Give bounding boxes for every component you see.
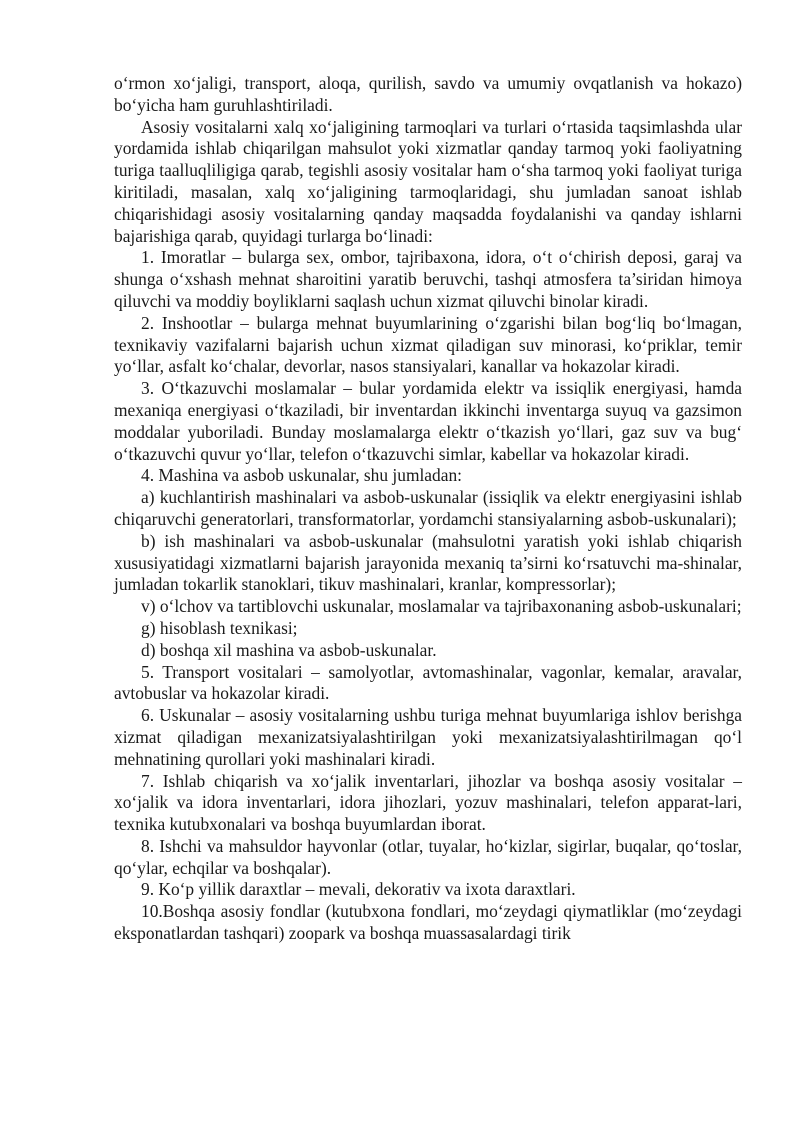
list-item-5-transport: 5. Transport vositalari – samolyotlar, avtomashinalar, vagonlar, kemalar, aravalar, avtobuslar va hokazolar kiradi. <box>114 661 742 704</box>
list-item-1-buildings: 1. Imoratlar – bularga sex, ombor, tajribaxona, idora, o‘t o‘chirish deposi, garaj va shunga o‘xshash mehnat sharoitini yaratib beruvchi, tashqi atmosfera ta’siridan himoya qiluvchi va moddiy boyliklarni saqlash uchun xizmat qiluvchi binolar kiradi. <box>114 247 742 311</box>
sub-item-v: v) o‘lchov va tartiblovchi uskunalar, moslamalar va tajribaxonaning asbob-uskunalari; <box>141 596 742 617</box>
paragraph-intro: Asosiy vositalarni xalq xo‘jaligining tarmoqlari va turlari o‘rtasida taqsimlashda ular yordamida ishlab chiqarilgan mahsulot yoki xizmatlar qanday tarmoq yoki faoliyatning turiga taalluqliligiga qarab, tegishli asosiy vositalar ham o‘sha tarmoq yoki faoliyat turiga kiritiladi, masalan, xalq xo‘jaligining tarmoqlaridagi, shu jumladan sanoat ishlab chiqarishidagi asosiy vositalarning qanday maqsadda foydalanishi va qanday ishlarni bajarishiga qarab, quyidagi turlarga bo‘linadi: <box>114 116 742 246</box>
list-item-6-equipment: 6. Uskunalar – asosiy vositalarning ushbu turiga mehnat buyumlariga ishlov berishga xizmat qiladigan mexanizatsiyalashtirilgan yoki mexanizatsiyalashtirilmagan qo‘l mehnatining qurollari yoki mashinalari kiradi. <box>114 705 742 769</box>
list-item-8-animals: 8. Ishchi va mahsuldor hayvonlar (otlar, tuyalar, ho‘kizlar, sigirlar, buqalar, qo‘toslar, qo‘ylar, echqilar va boshqalar). <box>114 835 742 878</box>
list-item-9-trees: 9. Ko‘p yillik daraxtlar – mevali, dekorativ va ixota daraxtlari. <box>141 879 576 900</box>
list-item-4-machinery: 4. Mashina va asbob uskunalar, shu jumladan: <box>141 465 462 486</box>
list-item-10-other: 10.Boshqa asosiy fondlar (kutubxona fondlari, mo‘zeydagi qiymatliklar (mo‘zeydagi eksponatlardan tashqari) zoopark va boshqa muassasalardagi tirik <box>114 901 742 944</box>
list-item-7-inventory: 7. Ishlab chiqarish va xo‘jalik inventarlari, jihozlar va boshqa asosiy vositalar – xo‘jalik va idora inventarlari, idora jihozlari, yozuv mashinalari, telefon apparat-lari, texnika kutubxonalari va boshqa buyumlardan iborat. <box>114 770 742 835</box>
sub-item-b: b) ish mashinalari va asbob-uskunalar (mahsulotni yaratish yoki ishlab chiqarish xususiyatidagi xizmatlarni bajarish jarayonida mexaniq ta’sirni ko‘rsatuvchi ma-shinalar, jumladan tokarlik stanoklari, tikuv mashinalari, kranlar, kompressorlar); <box>114 530 742 595</box>
paragraph-continuation: o‘rmon xo‘jaligi, transport, aloqa, qurilish, savdo va umumiy ovqatlanish va hokazo) bo‘yicha ham guruhlashtiriladi. <box>114 73 742 115</box>
sub-item-a: a) kuchlantirish mashinalari va asbob-uskunalar (issiqlik va elektr energiyasini ishlab chiqaruvchi generatorlari, transformatorlar, yordamchi stansiyalarning asbob-uskunalari); <box>114 487 742 529</box>
list-item-2-structures: 2. Inshootlar – bularga mehnat buyumlarining o‘zgarishi bilan bog‘liq bo‘lmagan, texnikaviy vazifalarni bajarish uchun xizmat qiladigan suv minorasi, ko‘priklar, temir yo‘llar, asfalt ko‘chalar, devorlar, nasos stansiyalari, kanallar va hokazolar kiradi. <box>114 312 742 377</box>
document-page <box>114 73 742 945</box>
sub-item-g: g) hisoblash texnikasi; <box>141 617 298 638</box>
sub-item-d: d) boshqa xil mashina va asbob-uskunalar. <box>141 639 437 660</box>
list-item-3-transmission: 3. O‘tkazuvchi moslamalar – bular yordamida elektr va issiqlik energiyasi, hamda mexaniqa energiyasi o‘tkaziladi, bir inventardan ikkinchi inventarga suyuq va gazsimon moddalar yuboriladi. Bunday moslamalarga elektr o‘tkazish yo‘llari, gaz suv va bug‘ o‘tkazuvchi quvur yo‘llar, telefon o‘tkazuvchi simlar, kabellar va hokazolar kiradi. <box>114 378 742 464</box>
